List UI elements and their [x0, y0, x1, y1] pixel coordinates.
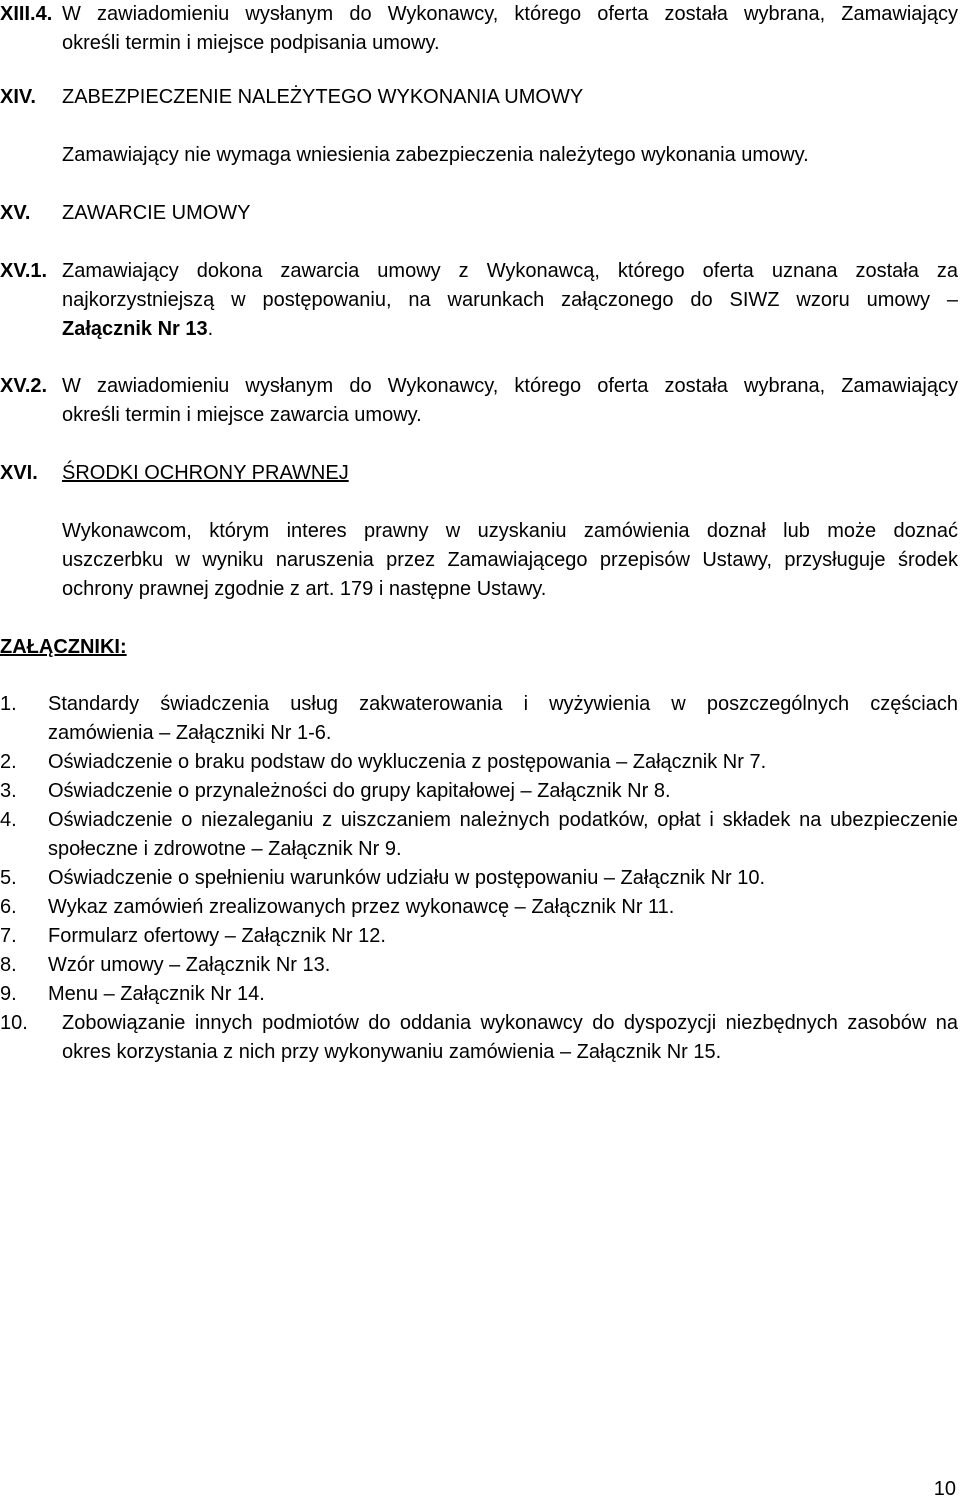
section-number: XIV.	[0, 86, 36, 108]
list-text	[48, 806, 958, 864]
list-text	[48, 864, 958, 893]
section-number: XV.2.	[0, 375, 48, 397]
list-text	[48, 777, 958, 806]
text-line: Zobowiązanie innych podmiotów do oddania wykonawcy do dyspozycji niezbędnych zasobów na	[62, 1012, 958, 1034]
list-item	[0, 777, 958, 806]
text-line: społeczne i zdrowotne – Załącznik Nr 9.	[48, 838, 402, 860]
list-number: 6.	[0, 896, 17, 918]
list-number: 4.	[0, 809, 17, 831]
list-number: 10.	[0, 1012, 28, 1034]
section-xvi-text	[62, 517, 958, 604]
section-text	[62, 0, 958, 58]
list-number: 9.	[0, 983, 17, 1005]
list-text	[48, 748, 958, 777]
attachments-heading	[0, 633, 958, 662]
text-line: zamówienia – Załączniki Nr 1-6.	[48, 722, 332, 744]
list-item	[0, 864, 958, 893]
text-line: Oświadczenie o spełnieniu warunków udziału w postępowaniu – Załącznik Nr 10.	[48, 867, 766, 889]
text-line: Formularz ofertowy – Załącznik Nr 12.	[48, 925, 386, 947]
section-xiv-text: Zamawiający nie wymaga wniesienia zabezpieczenia należytego wykonania umowy.	[62, 144, 809, 166]
list-number: 7.	[0, 925, 17, 947]
list-number: 1.	[0, 693, 17, 715]
attachments-title: ZAŁĄCZNIKI:	[0, 636, 127, 658]
text-line: Wykaz zamówień zrealizowanych przez wykonawcę – Załącznik Nr 11.	[48, 896, 675, 918]
section-text	[62, 257, 958, 344]
text-line: Oświadczenie o niezaleganiu z uiszczaniem należnych podatków, opłat i składek na ubezpieczenie	[48, 809, 958, 831]
text-line: Zamawiający dokona zawarcia umowy z Wykonawcą, którego oferta uznana została za	[62, 260, 958, 282]
list-item	[0, 690, 958, 748]
list-text	[48, 690, 958, 748]
list-item	[0, 980, 958, 1009]
text-line: Wykonawcom, którym interes prawny w uzyskaniu zamówienia doznał lub może doznać	[62, 520, 958, 542]
section-heading: ŚRODKI OCHRONY PRAWNEJ	[62, 462, 349, 484]
list-text	[62, 1009, 958, 1067]
list-text	[48, 893, 958, 922]
punctuation: .	[207, 318, 214, 340]
section-xiv-heading	[0, 83, 958, 112]
list-number: 3.	[0, 780, 17, 802]
text-line: W zawiadomieniu wysłanym do Wykonawcy, którego oferta została wybrana, Zamawiający	[62, 3, 958, 25]
section-heading: ZAWARCIE UMOWY	[62, 202, 251, 224]
text-line: uszczerbku w wyniku naruszenia przez Zamawiającego przepisów Ustawy, przysługuje środek	[62, 549, 958, 571]
list-text	[48, 980, 958, 1009]
list-item	[0, 1009, 958, 1067]
list-item	[0, 893, 958, 922]
text-line: określi termin i miejsce zawarcia umowy.	[62, 404, 422, 426]
section-xv-2	[0, 372, 958, 430]
section-xv-heading	[0, 199, 958, 228]
section-number: XV.	[0, 202, 31, 224]
page-number: 10	[933, 1478, 956, 1500]
list-number: 5.	[0, 867, 17, 889]
text-line: Oświadczenie o przynależności do grupy kapitałowej – Załącznik Nr 8.	[48, 780, 671, 802]
list-number: 2.	[0, 751, 17, 773]
text-line: Wzór umowy – Załącznik Nr 13.	[48, 954, 331, 976]
list-text	[48, 922, 958, 951]
section-text	[62, 372, 958, 430]
text-line: W zawiadomieniu wysłanym do Wykonawcy, którego oferta została wybrana, Zamawiający	[62, 375, 958, 397]
text-line	[62, 315, 958, 344]
section-number: XV.1.	[0, 260, 48, 282]
text-line: Standardy świadczenia usług zakwaterowania i wyżywienia w poszczególnych częściach	[48, 693, 958, 715]
text-line: Oświadczenie o braku podstaw do wykluczenia z postępowania – Załącznik Nr 7.	[48, 751, 767, 773]
section-number: XIII.4.	[0, 3, 53, 25]
list-item	[0, 922, 958, 951]
section-xiii-4	[0, 0, 958, 58]
section-xv-1	[0, 257, 958, 344]
text-line: określi termin i miejsce podpisania umowy.	[62, 32, 440, 54]
list-number: 8.	[0, 954, 17, 976]
text-line: najkorzystniejszą w postępowaniu, na warunkach załączonego do SIWZ wzoru umowy –	[62, 289, 958, 311]
text-line: okres korzystania z nich przy wykonywaniu zamówienia – Załącznik Nr 15.	[62, 1041, 722, 1063]
text-line: ochrony prawnej zgodnie z art. 179 i następne Ustawy.	[62, 578, 547, 600]
list-item	[0, 806, 958, 864]
list-text	[48, 951, 958, 980]
section-heading: ZABEZPIECZENIE NALEŻYTEGO WYKONANIA UMOWY	[62, 86, 584, 108]
text-line: Menu – Załącznik Nr 14.	[48, 983, 265, 1005]
list-item	[0, 951, 958, 980]
list-item	[0, 748, 958, 777]
section-xvi-heading	[0, 459, 958, 488]
section-number: XVI.	[0, 462, 38, 484]
attachments-list	[0, 690, 958, 1067]
attachment-reference: Załącznik Nr 13	[62, 318, 208, 340]
